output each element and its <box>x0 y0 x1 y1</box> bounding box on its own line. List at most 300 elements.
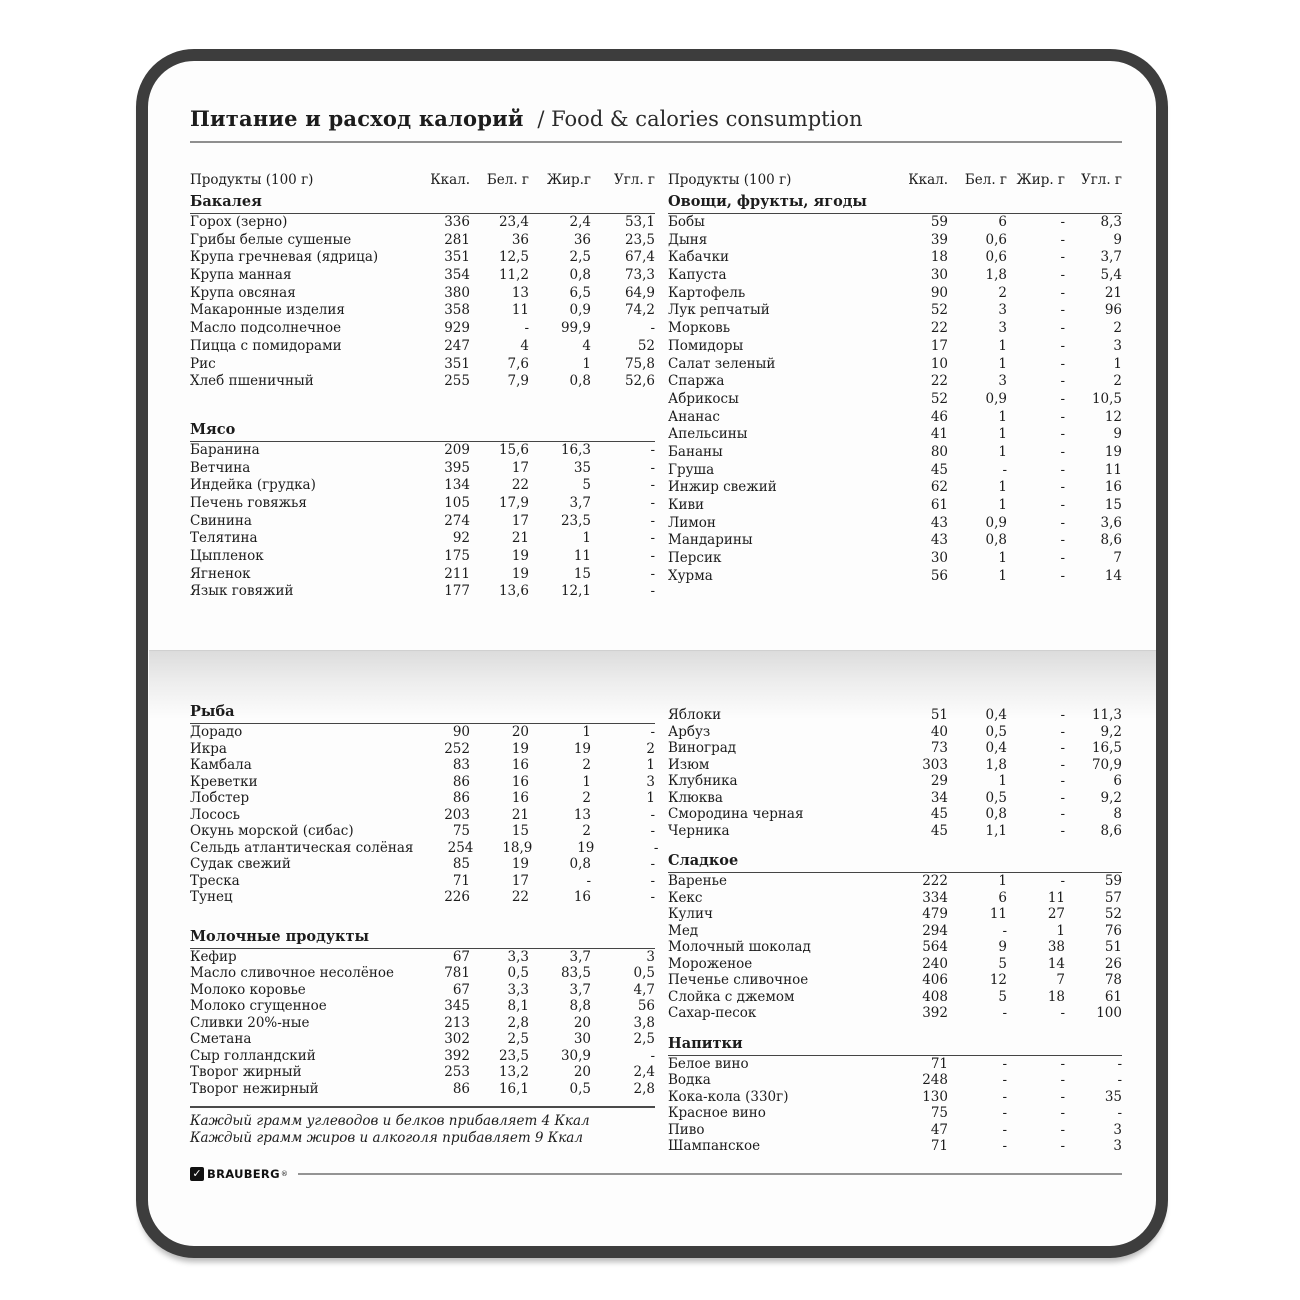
table-row <box>668 267 1122 285</box>
cell-value: 99,9 <box>560 320 591 337</box>
cell-value: - <box>1060 408 1065 425</box>
cell-value: 4 <box>520 337 529 354</box>
table-row <box>668 249 1122 267</box>
cell-product: Виноград <box>668 740 737 756</box>
table-row <box>668 444 1122 462</box>
cell-value: 52 <box>930 390 948 407</box>
table-row <box>668 923 1122 940</box>
cell-value: 59 <box>1104 873 1122 889</box>
section-heading: Рыба <box>190 703 655 724</box>
cell-value: - <box>1002 1072 1007 1088</box>
cell-value: - <box>1060 373 1065 390</box>
cell-value: - <box>650 548 655 564</box>
cell-product: Макаронные изделия <box>190 302 345 319</box>
cell-value: 13,6 <box>498 583 529 600</box>
table-row <box>668 532 1122 550</box>
cell-value: 4 <box>582 337 591 354</box>
cell-value: 75,8 <box>624 355 655 372</box>
table-row <box>668 568 1122 586</box>
cell-value: - <box>1060 1088 1065 1105</box>
cell-value: 7,9 <box>507 373 529 390</box>
cell-value: 0,8 <box>569 373 591 390</box>
cell-product: Икра <box>190 740 227 757</box>
cell-product: Печенье сливочное <box>668 972 809 988</box>
cell-value: 7,6 <box>507 355 529 372</box>
cell-value: 13 <box>573 806 591 823</box>
table-row <box>190 356 655 374</box>
cell-value: 67,4 <box>624 249 655 266</box>
cell-value: 2,4 <box>569 214 591 230</box>
table-row <box>190 249 655 267</box>
cell-value: - <box>1060 479 1065 496</box>
table-section <box>668 852 1122 1022</box>
cell-value: - <box>650 823 655 839</box>
table-fish-dairy <box>190 703 659 1146</box>
cell-value: 0,9 <box>985 390 1007 407</box>
cell-value: 358 <box>444 302 470 319</box>
cell-value: - <box>1060 707 1065 723</box>
cell-value: 1 <box>998 567 1007 584</box>
cell-value: 12,5 <box>498 249 529 266</box>
cell-value: 247 <box>444 337 470 354</box>
cell-value: 3,7 <box>569 494 591 511</box>
table-row <box>190 267 655 285</box>
cell-value: 1 <box>1056 922 1065 939</box>
cell-value: 130 <box>922 1088 948 1105</box>
table-section <box>668 193 1122 585</box>
cell-product: Судак свежий <box>190 856 291 872</box>
cell-value: 19 <box>577 839 595 856</box>
cell-value: 47 <box>930 1121 948 1138</box>
cell-value: - <box>1117 1055 1122 1072</box>
table-header-row <box>190 170 655 190</box>
cell-value: 16 <box>511 773 529 790</box>
cell-value: 51 <box>930 707 948 723</box>
cell-value: 3,7 <box>569 981 591 998</box>
cell-value: 1 <box>998 443 1007 460</box>
cell-value: 57 <box>1104 889 1122 906</box>
cell-value: 15 <box>573 565 591 582</box>
cell-value: 16 <box>573 889 591 905</box>
table-row <box>668 873 1122 890</box>
cell-value: - <box>650 806 655 823</box>
cell-value: 51 <box>1104 939 1122 955</box>
cell-value: 11 <box>989 906 1007 922</box>
cell-value: 175 <box>444 548 470 564</box>
table-groceries-meat <box>190 170 655 601</box>
cell-value: 16 <box>1104 479 1122 496</box>
cell-value: - <box>650 872 655 889</box>
cell-product: Кулич <box>668 906 713 922</box>
cell-value: 23,5 <box>560 512 591 529</box>
table-row <box>190 998 655 1015</box>
cell-value: 0,8 <box>569 267 591 284</box>
cell-value: 351 <box>444 249 470 266</box>
cell-value: 71 <box>452 872 470 889</box>
cell-value: 3,7 <box>569 948 591 965</box>
cell-value: 3 <box>646 773 655 790</box>
cell-value: 16,5 <box>1091 740 1122 756</box>
cell-product: Сливки 20%-ные <box>190 1014 310 1031</box>
cell-value: 2,5 <box>569 249 591 266</box>
cell-product: Хурма <box>668 567 713 584</box>
cell-value: 71 <box>930 1055 948 1072</box>
cell-value: 73 <box>930 740 948 756</box>
cell-value: 3 <box>1113 1138 1122 1154</box>
cell-product: Крупа гречневая (ядрица) <box>190 249 379 266</box>
cell-product: Помидоры <box>668 337 744 354</box>
cell-value: - <box>1060 302 1065 319</box>
table-row <box>668 409 1122 427</box>
cell-value: 1 <box>998 355 1007 372</box>
cell-value: 3,8 <box>633 1014 655 1031</box>
cell-value: 16 <box>511 790 529 806</box>
cell-value: 2 <box>646 740 655 757</box>
header-cell: Бел. г <box>486 172 529 188</box>
cell-value: 0,5 <box>985 789 1007 806</box>
cell-product: Тунец <box>190 889 233 905</box>
cell-value: 3,7 <box>1100 249 1122 266</box>
registered-trademark-symbol: ® <box>280 1170 288 1178</box>
cell-value: 3 <box>1113 337 1122 354</box>
table-section <box>190 703 659 906</box>
cell-value: - <box>1002 1138 1007 1154</box>
cell-value: 3 <box>998 373 1007 390</box>
cell-value: 564 <box>922 939 948 955</box>
cell-value: 16 <box>511 757 529 773</box>
table-row <box>190 856 655 873</box>
cell-value: 0,8 <box>985 806 1007 822</box>
cell-product: Кефир <box>190 948 237 965</box>
cell-value: 5,4 <box>1100 267 1122 284</box>
cell-value: 70,9 <box>1091 756 1122 773</box>
cell-value: - <box>1002 1121 1007 1138</box>
cell-value: 294 <box>922 922 948 939</box>
cell-value: 16,1 <box>498 1080 529 1097</box>
cell-value: 0,5 <box>569 1080 591 1097</box>
cell-product: Кекс <box>668 889 703 906</box>
cell-value: - <box>1060 723 1065 740</box>
cell-value: 5 <box>998 955 1007 972</box>
cell-value: 0,5 <box>985 723 1007 740</box>
cell-value: 203 <box>444 806 470 823</box>
cell-value: 30,9 <box>560 1047 591 1064</box>
table-row <box>668 724 1122 741</box>
table-row <box>190 823 655 840</box>
cell-value: 0,5 <box>507 965 529 981</box>
cell-value: 18 <box>930 249 948 266</box>
cell-value: 18,9 <box>502 839 533 856</box>
table-row <box>668 285 1122 303</box>
cell-product: Молочный шоколад <box>668 939 811 955</box>
cell-value: 9 <box>998 939 1007 955</box>
table-row <box>668 356 1122 374</box>
cell-value: 52 <box>1104 906 1122 922</box>
cell-value: 1 <box>1113 355 1122 372</box>
cell-value: 0,4 <box>985 740 1007 756</box>
cell-value: 1 <box>998 408 1007 425</box>
table-row <box>668 1072 1122 1089</box>
cell-value: 2 <box>582 790 591 806</box>
table-row <box>190 530 655 548</box>
table-row <box>668 707 1122 724</box>
cell-value: - <box>1060 514 1065 531</box>
cell-value: - <box>1060 806 1065 822</box>
cell-value: - <box>1060 355 1065 372</box>
cell-value: 6 <box>998 214 1007 230</box>
cell-product: Абрикосы <box>668 390 739 407</box>
cell-value: 17 <box>511 872 529 889</box>
cell-value: 274 <box>444 512 470 529</box>
cell-product: Рис <box>190 355 216 372</box>
page-title-en: / Food & calories consumption <box>537 107 863 131</box>
cell-value: 30 <box>930 550 948 567</box>
cell-value: 3 <box>998 320 1007 337</box>
cell-value: 11,2 <box>498 267 529 284</box>
cell-value: 6 <box>998 889 1007 906</box>
cell-value: 406 <box>922 972 948 988</box>
cell-product: Ягненок <box>190 565 251 582</box>
cell-product: Картофель <box>668 284 746 301</box>
cell-product: Варенье <box>668 873 727 889</box>
cell-value: 17 <box>511 512 529 529</box>
cell-value: - <box>1060 1005 1065 1021</box>
cell-value: 0,9 <box>985 514 1007 531</box>
cell-value: 15 <box>1104 497 1122 513</box>
cell-value: 8,3 <box>1100 214 1122 230</box>
cell-value: 19 <box>511 565 529 582</box>
cell-value: 74,2 <box>624 302 655 319</box>
cell-value: - <box>1060 426 1065 443</box>
cell-value: - <box>1060 567 1065 584</box>
cell-value: 92 <box>452 530 470 547</box>
cell-value: 1 <box>998 550 1007 567</box>
cell-value: 6 <box>1113 773 1122 789</box>
cell-product: Клюква <box>668 789 723 806</box>
cell-product: Кока-кола (330г) <box>668 1088 789 1105</box>
cell-value: - <box>650 320 655 337</box>
table-row <box>190 1031 655 1048</box>
calorie-footnotes <box>190 1106 655 1146</box>
cell-value: - <box>1002 922 1007 939</box>
cell-value: 209 <box>444 441 470 458</box>
cell-value: 11 <box>1104 461 1122 478</box>
cell-product: Бобы <box>668 214 705 230</box>
cell-value: 45 <box>930 806 948 822</box>
page-title <box>190 106 863 131</box>
cell-product: Шампанское <box>668 1138 761 1154</box>
cell-value: - <box>1060 740 1065 756</box>
cell-value: 61 <box>1104 988 1122 1005</box>
table-row <box>668 806 1122 823</box>
table-row <box>190 741 655 758</box>
cell-value: - <box>1060 873 1065 889</box>
cell-product: Персик <box>668 550 722 567</box>
cell-value: 17 <box>511 459 529 476</box>
cell-value: 23,5 <box>624 231 655 248</box>
table-row <box>190 302 655 320</box>
cell-value: 52,6 <box>624 373 655 390</box>
cell-value: 408 <box>922 988 948 1005</box>
cell-value: 8,6 <box>1100 532 1122 549</box>
cell-value: 56 <box>930 567 948 584</box>
table-section <box>668 1035 1122 1155</box>
cell-value: 281 <box>444 231 470 248</box>
cell-value: 96 <box>1104 302 1122 319</box>
cell-product: Камбала <box>190 757 252 773</box>
cell-product: Масло подсолнечное <box>190 320 342 337</box>
cell-value: 1 <box>998 479 1007 496</box>
cell-product: Сельдь атлантическая солёная <box>190 839 414 856</box>
cell-value: - <box>650 583 655 600</box>
cell-product: Мороженое <box>668 955 753 972</box>
cell-value: 40 <box>930 723 948 740</box>
cell-value: - <box>1117 1072 1122 1088</box>
cell-value: 13 <box>511 284 529 301</box>
cell-value: 23,4 <box>498 214 529 230</box>
cell-value: 134 <box>444 477 470 494</box>
cell-value: - <box>1117 1105 1122 1121</box>
table-row <box>668 1056 1122 1073</box>
cell-value: 9 <box>1113 426 1122 443</box>
cell-value: 3,6 <box>1100 514 1122 531</box>
cell-value: 34 <box>930 789 948 806</box>
cell-value: - <box>650 477 655 494</box>
table-section <box>190 193 655 391</box>
cell-value: 5 <box>582 477 591 494</box>
cell-value: 22 <box>511 477 529 494</box>
cell-value: - <box>1060 390 1065 407</box>
table-row <box>190 807 655 824</box>
cell-value: 22 <box>511 889 529 905</box>
cell-value: 1 <box>646 790 655 806</box>
cell-value: 2,4 <box>633 1064 655 1080</box>
header-cell: Продукты (100 г) <box>668 172 792 188</box>
cell-value: 13,2 <box>498 1064 529 1080</box>
cell-value: 226 <box>444 889 470 905</box>
table-row <box>668 1005 1122 1022</box>
cell-value: 52 <box>637 337 655 354</box>
cell-product: Окунь морской (сибас) <box>190 823 354 839</box>
cell-value: 781 <box>444 965 470 981</box>
section-heading: Молочные продукты <box>190 928 655 949</box>
cell-value: 2 <box>1113 373 1122 390</box>
cell-value: 20 <box>511 724 529 740</box>
table-row <box>668 338 1122 356</box>
cell-value: 21 <box>1104 284 1122 301</box>
cell-value: 177 <box>444 583 470 600</box>
cell-product: Бананы <box>668 443 723 460</box>
cell-value: 2,8 <box>633 1080 655 1097</box>
cell-value: 61 <box>930 497 948 513</box>
cell-value: - <box>650 530 655 547</box>
cell-value: 17 <box>930 337 948 354</box>
cell-value: 105 <box>444 494 470 511</box>
cell-value: 1,8 <box>985 267 1007 284</box>
cell-value: 351 <box>444 355 470 372</box>
table-row <box>190 232 655 250</box>
cell-value: 75 <box>452 823 470 839</box>
cell-product: Капуста <box>668 267 727 284</box>
cell-value: 83,5 <box>560 965 591 981</box>
cell-value: 38 <box>1047 939 1065 955</box>
table-row <box>190 873 655 890</box>
cell-product: Водка <box>668 1072 711 1088</box>
cell-value: 1,8 <box>985 756 1007 773</box>
cell-value: 1 <box>582 773 591 790</box>
cell-product: Молоко сгущенное <box>190 998 327 1014</box>
cell-product: Креветки <box>190 773 258 790</box>
cell-value: 12,1 <box>560 583 591 600</box>
table-row <box>190 566 655 584</box>
table-row <box>190 583 655 601</box>
cell-value: 35 <box>1104 1088 1122 1105</box>
cell-value: 19 <box>1104 443 1122 460</box>
cell-value: 255 <box>444 373 470 390</box>
cell-value: 211 <box>444 565 470 582</box>
table-row <box>668 214 1122 232</box>
header-cell: Бел. г <box>964 172 1007 188</box>
cell-value: - <box>1060 822 1065 839</box>
table-row <box>190 790 655 807</box>
cell-value: 22 <box>930 373 948 390</box>
cell-value: - <box>1060 249 1065 266</box>
table-row <box>190 442 655 460</box>
cell-product: Киви <box>668 497 705 513</box>
cell-value: 18 <box>1047 988 1065 1005</box>
cell-product: Кабачки <box>668 249 730 266</box>
cell-product: Ананас <box>668 408 720 425</box>
cell-product: Печень говяжья <box>190 494 307 511</box>
cell-value: - <box>1002 461 1007 478</box>
cell-value: 1 <box>998 497 1007 513</box>
cell-value: 14 <box>1104 567 1122 584</box>
cell-value: - <box>650 889 655 905</box>
table-row <box>190 214 655 232</box>
cell-product: Треска <box>190 872 240 889</box>
cell-value: - <box>650 512 655 529</box>
cell-value: 3 <box>998 302 1007 319</box>
cell-value: 10,5 <box>1091 390 1122 407</box>
cell-value: 0,6 <box>985 231 1007 248</box>
header-cell: Продукты (100 г) <box>190 172 314 188</box>
cell-value: 21 <box>511 530 529 547</box>
cell-value: 392 <box>444 1047 470 1064</box>
cell-product: Масло сливочное несолёное <box>190 965 394 981</box>
cell-product: Творог жирный <box>190 1064 302 1080</box>
cell-value: 0,8 <box>985 532 1007 549</box>
cell-value: 1 <box>998 773 1007 789</box>
cell-product: Спаржа <box>668 373 725 390</box>
table-row <box>668 1138 1122 1155</box>
cell-product: Пицца с помидорами <box>190 337 342 354</box>
table-row <box>190 548 655 566</box>
cell-value: - <box>650 724 655 740</box>
cell-value: 10 <box>930 355 948 372</box>
cell-product: Слойка с джемом <box>668 988 795 1005</box>
table-row <box>668 373 1122 391</box>
cell-value: 1 <box>998 426 1007 443</box>
cell-value: - <box>650 565 655 582</box>
brand-name: BRAUBERG <box>207 1167 280 1181</box>
cell-product: Клубника <box>668 773 738 789</box>
cell-value: 2 <box>998 284 1007 301</box>
table-row <box>190 949 655 966</box>
cell-value: - <box>1060 461 1065 478</box>
table-row <box>668 773 1122 790</box>
cell-value: - <box>1060 443 1065 460</box>
cell-value: 0,6 <box>985 249 1007 266</box>
